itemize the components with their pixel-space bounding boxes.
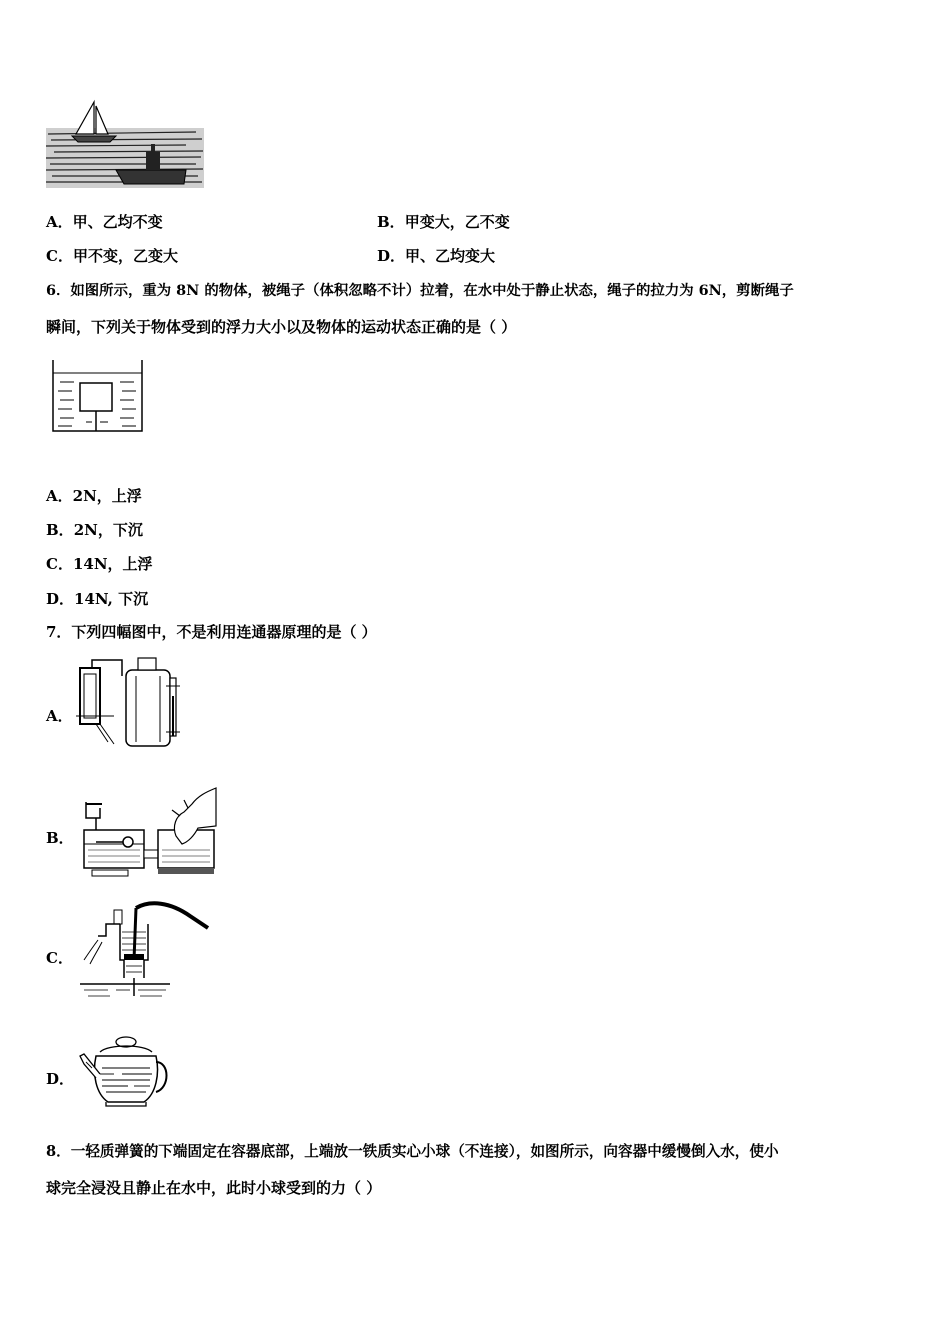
q7-option-a-letter[interactable]: A． bbox=[46, 707, 73, 725]
q5-option-a-text: 甲、乙均不变 bbox=[72, 213, 163, 231]
q5-option-d-text: 甲、乙均变大 bbox=[405, 247, 496, 265]
q7-stem: 7．下列四幅图中，不是利用连通器原理的是（ ） bbox=[46, 623, 377, 641]
q6-option-c-text: 14N，上浮 bbox=[72, 555, 153, 573]
q6-option-d-letter: D． bbox=[46, 590, 75, 608]
q5-option-c[interactable] bbox=[46, 246, 178, 266]
q5-option-b-text: 甲变大，乙不变 bbox=[404, 213, 510, 231]
hand-pump-figure bbox=[80, 898, 220, 1002]
q7-option-c-letter[interactable]: C． bbox=[46, 949, 73, 967]
q6-option-d-text: 14N, 下沉 bbox=[74, 590, 149, 608]
q7-option-d-letter[interactable]: D． bbox=[46, 1070, 75, 1088]
q6-option-a[interactable] bbox=[46, 486, 142, 506]
q6-option-b-text: 2N，下沉 bbox=[73, 521, 143, 539]
submerged-block-figure bbox=[50, 358, 146, 434]
q5-option-b-letter: B． bbox=[377, 213, 405, 231]
q6-option-b[interactable] bbox=[46, 520, 143, 540]
q5-option-d[interactable] bbox=[377, 246, 495, 266]
q5-option-c-letter: C． bbox=[46, 247, 73, 265]
q5-option-b[interactable] bbox=[377, 212, 510, 232]
sailboat-submarine-figure bbox=[46, 98, 206, 190]
q5-option-c-text: 甲不变，乙变大 bbox=[72, 247, 178, 265]
q5-option-a-letter: A． bbox=[46, 213, 73, 231]
q6-option-a-text: 2N，上浮 bbox=[72, 487, 142, 505]
q6-option-a-letter: A． bbox=[46, 487, 73, 505]
q6-stem-line2: 瞬间，下列关于物体受到的浮力大小以及物体的运动状态正确的是（ ） bbox=[46, 318, 517, 336]
q6-option-c-letter: C． bbox=[46, 555, 73, 573]
q8-stem-line2: 球完全浸没且静止在水中，此时小球受到的力（ ） bbox=[46, 1179, 382, 1197]
q5-option-a[interactable] bbox=[46, 212, 163, 232]
q6-option-d[interactable] bbox=[46, 589, 148, 609]
boiler-water-gauge-figure bbox=[74, 656, 184, 748]
livestock-water-trough-figure bbox=[80, 786, 220, 878]
q6-stem-line1: 6．如图所示，重为 8N 的物体，被绳子（体积忽略不计）拉着，在水中处于静止状态，绳子的拉力为 6N，剪断绳子 bbox=[46, 282, 794, 299]
q8-stem-line1: 8．一轻质弹簧的下端固定在容器底部，上端放一铁质实心小球（不连接），如图所示，向容器中缓慢倒入水，使小 bbox=[46, 1143, 779, 1160]
teapot-figure bbox=[78, 1034, 170, 1108]
q7-option-b-letter[interactable]: B． bbox=[46, 829, 74, 847]
q6-option-c[interactable] bbox=[46, 554, 153, 574]
q6-option-b-letter: B． bbox=[46, 521, 74, 539]
q5-option-d-letter: D． bbox=[377, 247, 406, 265]
